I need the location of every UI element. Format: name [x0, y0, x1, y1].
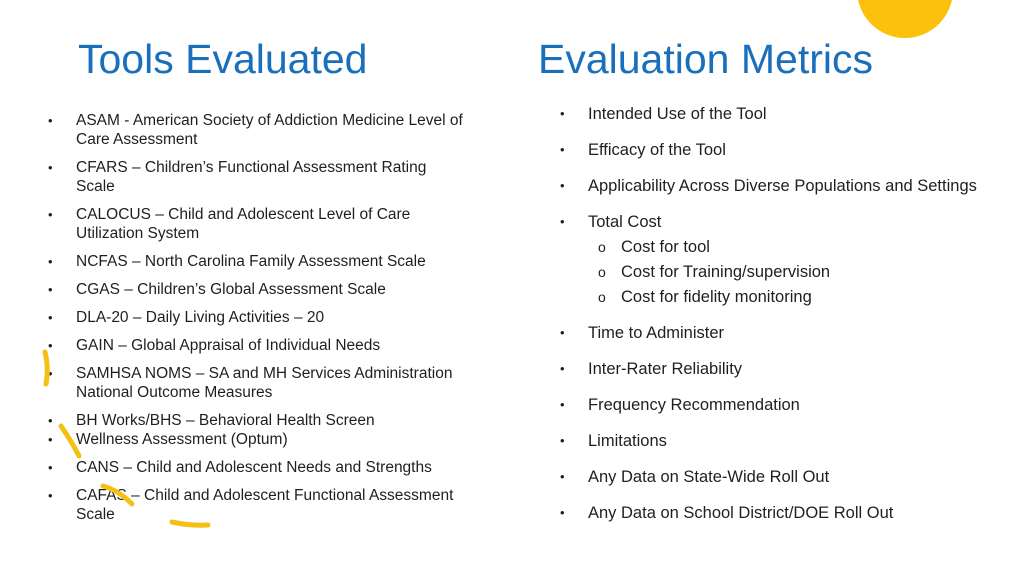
tool-item: • NCFAS – North Carolina Family Assessment Scale: [48, 253, 426, 270]
tool-item: • DLA-20 – Daily Living Activities – 20: [48, 309, 325, 326]
bullet-icon: •: [560, 469, 565, 484]
metric-item: • Any Data on School District/DOE Roll Out: [560, 504, 894, 522]
total-cost-sublist: [588, 237, 1010, 307]
bullet-icon: •: [48, 413, 53, 428]
cost-subitem: o Cost for Training/supervision: [598, 263, 831, 281]
cost-subitem: o Cost for fidelity monitoring: [598, 288, 812, 306]
ink-mark-gain: [45, 352, 47, 384]
tool-item: • CFARS – Children’s Functional Assessment Rating Scale: [48, 159, 427, 195]
bullet-icon: •: [48, 310, 53, 325]
bullet-icon: •: [560, 178, 565, 193]
metric-item: • Intended Use of the Tool: [560, 105, 767, 123]
tools-evaluated-title: Tools Evaluated: [78, 36, 368, 82]
metric-item: • Applicability Across Diverse Populations and Settings: [560, 177, 977, 195]
metric-item: • Time to Administer: [560, 324, 725, 342]
bullet-icon: •: [48, 460, 53, 475]
bullet-icon: •: [48, 338, 53, 353]
bullet-icon: •: [48, 207, 53, 222]
tool-item: • CALOCUS – Child and Adolescent Level of Care Utilization System: [48, 206, 411, 242]
bullet-icon: •: [560, 433, 565, 448]
metric-item: • Efficacy of the Tool: [560, 141, 726, 159]
bullet-icon: •: [48, 282, 53, 297]
tool-item: • BH Works/BHS – Behavioral Health Screen: [48, 412, 375, 429]
bullet-icon: •: [560, 214, 565, 229]
bullet-icon: •: [48, 366, 53, 381]
bullet-icon: •: [48, 254, 53, 269]
metric-item: • Any Data on State-Wide Roll Out: [560, 468, 830, 486]
hollow-bullet-icon: o: [598, 264, 606, 280]
metric-item: • Total Cost o Cost for tool o Cost for Training/supervision o Cost for fidelity monitoring: [560, 212, 1010, 307]
bullet-icon: •: [560, 142, 565, 157]
bullet-icon: •: [48, 488, 53, 503]
tool-item: • GAIN – Global Appraisal of Individual Needs: [48, 337, 381, 354]
evaluation-metrics-title: Evaluation Metrics: [538, 36, 873, 82]
metrics-list: [560, 104, 1010, 539]
bullet-icon: •: [48, 432, 53, 447]
tool-item: • CGAS – Children’s Global Assessment Scale: [48, 281, 386, 298]
tool-item: • CAFAS – Child and Adolescent Functional Assessment Scale: [48, 487, 454, 523]
tool-item: • ASAM - American Society of Addiction Medicine Level of Care Assessment: [48, 112, 463, 148]
tools-list: [48, 111, 468, 533]
bullet-icon: •: [560, 505, 565, 520]
bullet-icon: •: [560, 361, 565, 376]
hollow-bullet-icon: o: [598, 239, 606, 255]
bullet-icon: •: [560, 397, 565, 412]
tool-item: • SAMHSA NOMS – SA and MH Services Administration National Outcome Measures: [48, 365, 453, 401]
bullet-icon: •: [48, 113, 53, 128]
metric-item: • Inter-Rater Reliability: [560, 360, 743, 378]
tool-item: • Wellness Assessment (Optum): [48, 431, 288, 448]
bullet-icon: •: [560, 106, 565, 121]
bullet-icon: •: [560, 325, 565, 340]
bullet-icon: •: [48, 160, 53, 175]
hollow-bullet-icon: o: [598, 289, 606, 305]
cost-subitem: o Cost for tool: [598, 238, 710, 256]
metric-item: • Limitations: [560, 432, 667, 450]
decorative-yellow-circle: [857, 0, 953, 38]
tool-item: • CANS – Child and Adolescent Needs and Strengths: [48, 459, 432, 476]
metric-item: • Frequency Recommendation: [560, 396, 800, 414]
